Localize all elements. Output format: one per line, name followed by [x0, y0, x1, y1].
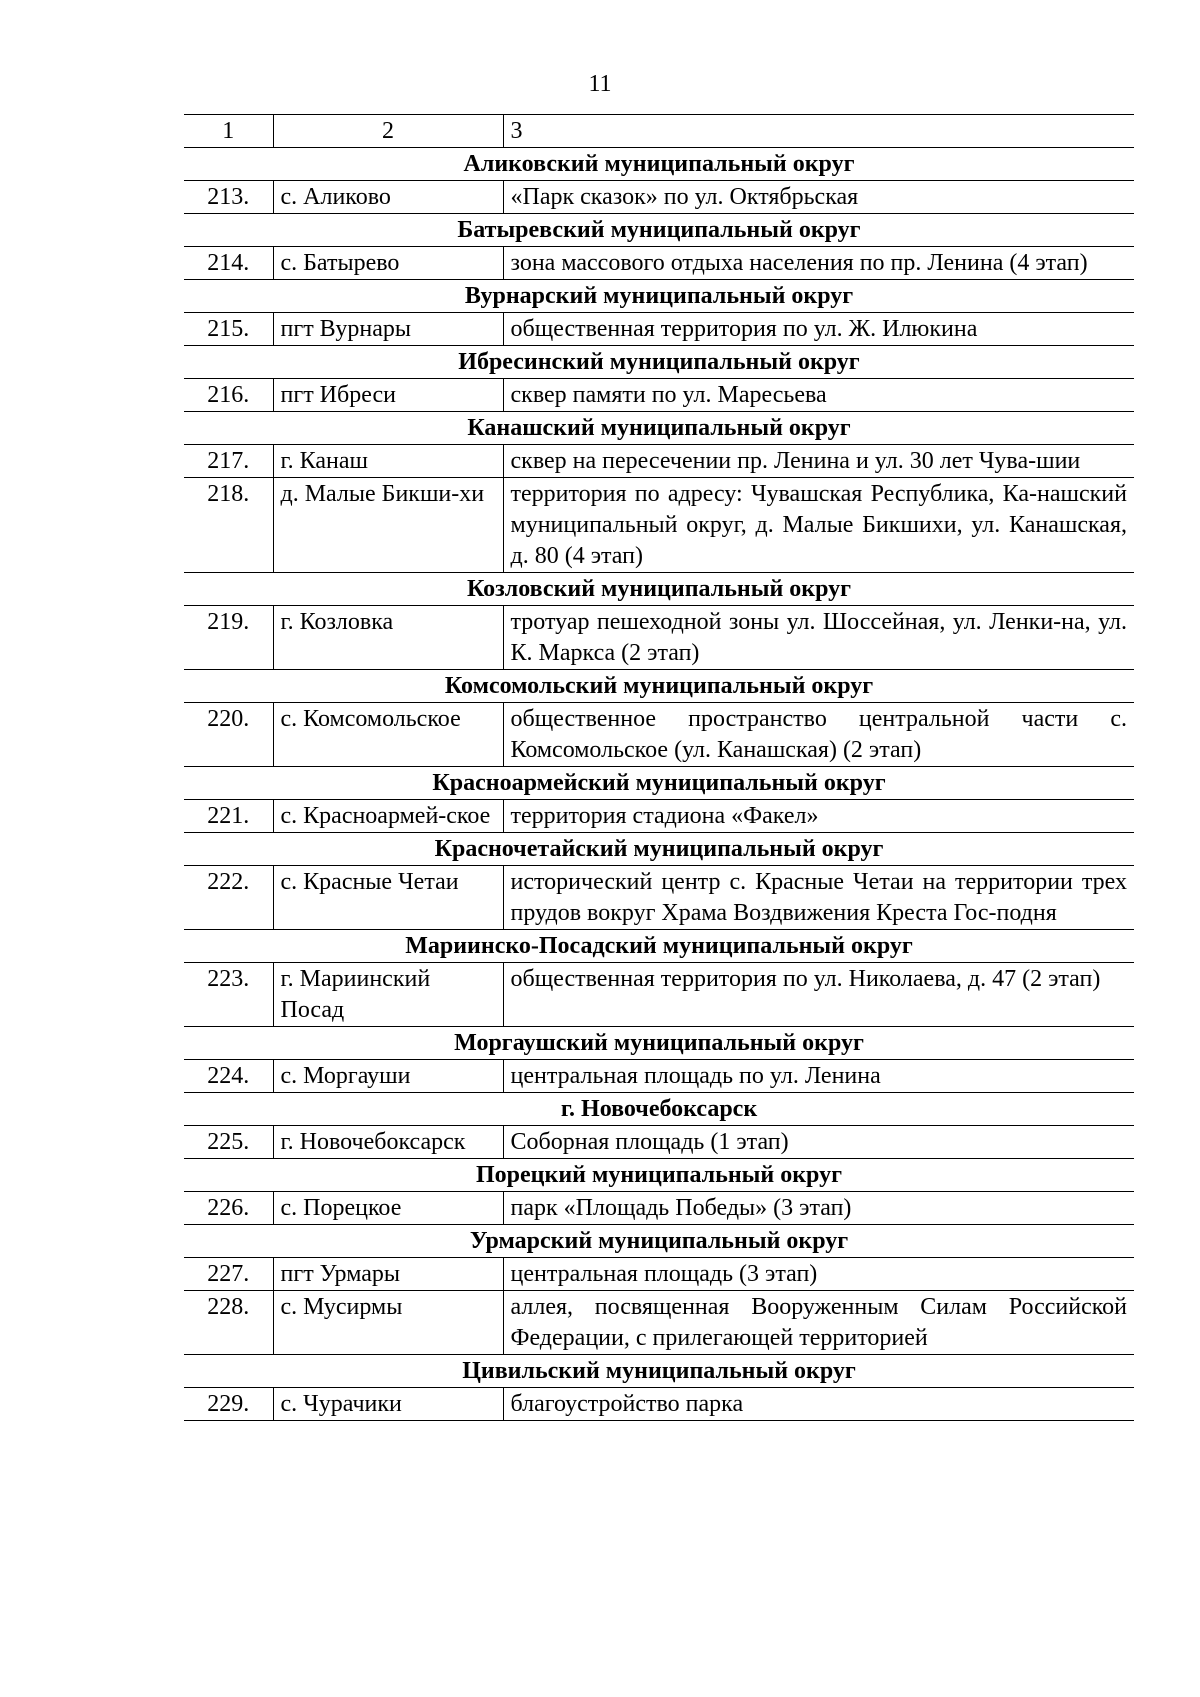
- page-number: 11: [588, 71, 612, 97]
- table-row: [184, 1126, 1134, 1159]
- section-row: [184, 833, 1134, 866]
- section-row: [184, 1093, 1134, 1126]
- section-title: г. Новочебоксарск: [560, 1096, 758, 1122]
- row-number: 229.: [184, 1388, 273, 1421]
- table-body: [184, 115, 1134, 1421]
- row-place: с. Красноармей-ское: [273, 800, 503, 833]
- table-row: [184, 247, 1134, 280]
- column-header-2: 2: [273, 115, 503, 148]
- section-title: Цивильский муниципальный округ: [462, 1358, 856, 1384]
- table-row: [184, 606, 1134, 670]
- row-place: с. Комсомольское: [273, 703, 503, 767]
- table-row: [184, 1060, 1134, 1093]
- row-object: Соборная площадь (1 этап): [510, 1129, 789, 1155]
- row-place: г. Козловка: [273, 606, 503, 670]
- row-object: сквер памяти по ул. Маресьева: [510, 382, 827, 408]
- row-place: с. Батырево: [273, 247, 503, 280]
- section-row: [184, 670, 1134, 703]
- row-place: пгт Вурнары: [273, 313, 503, 346]
- row-place: г. Канаш: [273, 445, 503, 478]
- table-row: [184, 703, 1134, 767]
- row-number: 213.: [184, 181, 273, 214]
- row-number: 222.: [184, 866, 273, 930]
- row-place: с. Аликово: [273, 181, 503, 214]
- section-row: [184, 1027, 1134, 1060]
- row-number: 226.: [184, 1192, 273, 1225]
- row-object: общественная территория по ул. Николаева, д. 47 (2 этап): [510, 966, 1101, 992]
- section-row: [184, 1159, 1134, 1192]
- row-place: с. Мусирмы: [273, 1291, 503, 1355]
- row-number: 223.: [184, 963, 273, 1027]
- section-title: Мариинско-Посадский муниципальный округ: [405, 933, 913, 959]
- row-place: с. Красные Четаи: [273, 866, 503, 930]
- row-number: 221.: [184, 800, 273, 833]
- row-object: территория стадиона «Факел»: [510, 803, 819, 829]
- row-number: 215.: [184, 313, 273, 346]
- section-row: [184, 1225, 1134, 1258]
- section-title: Аликовский муниципальный округ: [463, 151, 855, 177]
- row-object: исторический центр с. Красные Четаи на территории трех прудов вокруг Храма Воздвижения Креста Гос-подня: [510, 869, 1127, 926]
- table-row: [184, 1192, 1134, 1225]
- row-place: с. Порецкое: [273, 1192, 503, 1225]
- row-object: территория по адресу: Чувашская Республика, Ка-нашский муниципальный округ, д. Малые Бикшихи, ул. Канашская, д. 80 (4 этап): [510, 481, 1127, 569]
- section-title: Козловский муниципальный округ: [466, 576, 852, 602]
- row-number: 217.: [184, 445, 273, 478]
- row-number: 227.: [184, 1258, 273, 1291]
- table-row: [184, 800, 1134, 833]
- column-header-1: 1: [184, 115, 273, 148]
- section-row: [184, 280, 1134, 313]
- section-title: Комсомольский муниципальный округ: [444, 673, 874, 699]
- row-object: сквер на пересечении пр. Ленина и ул. 30 лет Чува-шии: [510, 448, 1081, 474]
- section-title: Красночетайский муниципальный округ: [434, 836, 884, 862]
- section-row: [184, 573, 1134, 606]
- row-object: «Парк сказок» по ул. Октябрьская: [510, 184, 859, 210]
- row-object: парк «Площадь Победы» (3 этап): [510, 1195, 852, 1221]
- section-row: [184, 346, 1134, 379]
- table-row: [184, 181, 1134, 214]
- table-row: [184, 478, 1134, 573]
- section-row: [184, 930, 1134, 963]
- section-row: [184, 412, 1134, 445]
- table-row: [184, 866, 1134, 930]
- row-object: тротуар пешеходной зоны ул. Шоссейная, ул. Ленки-на, ул. К. Маркса (2 этап): [510, 609, 1127, 666]
- row-object: благоустройство парка: [510, 1391, 744, 1417]
- row-object: центральная площадь (3 этап): [510, 1261, 818, 1287]
- table-row: [184, 1388, 1134, 1421]
- row-place: с. Чурачики: [273, 1388, 503, 1421]
- table-row: [184, 1291, 1134, 1355]
- section-title: Ибресинский муниципальный округ: [458, 349, 860, 375]
- row-number: 224.: [184, 1060, 273, 1093]
- objects-table: [184, 114, 1134, 1421]
- row-place: пгт Урмары: [273, 1258, 503, 1291]
- row-number: 218.: [184, 478, 273, 573]
- row-object: общественное пространство центральной части с. Комсомольское (ул. Канашская) (2 этап): [510, 706, 1127, 763]
- section-row: [184, 148, 1134, 181]
- row-object: аллея, посвященная Вооруженным Силам Российской Федерации, с прилегающей территорией: [510, 1294, 1127, 1351]
- section-title: Вурнарский муниципальный округ: [464, 283, 854, 309]
- section-title: Красноармейский муниципальный округ: [432, 770, 886, 796]
- row-number: 220.: [184, 703, 273, 767]
- column-header-3: 3: [510, 118, 523, 144]
- row-number: 216.: [184, 379, 273, 412]
- table-row: [184, 1258, 1134, 1291]
- table-row: [184, 445, 1134, 478]
- row-place: д. Малые Бикши-хи: [273, 478, 503, 573]
- row-number: 228.: [184, 1291, 273, 1355]
- row-object: общественная территория по ул. Ж. Илюкина: [510, 316, 978, 342]
- table-row: [184, 379, 1134, 412]
- row-place: с. Моргауши: [273, 1060, 503, 1093]
- row-number: 214.: [184, 247, 273, 280]
- row-place: г. Мариинский Посад: [273, 963, 503, 1027]
- row-place: пгт Ибреси: [273, 379, 503, 412]
- section-title: Моргаушский муниципальный округ: [454, 1030, 864, 1056]
- row-object: зона массового отдыха населения по пр. Ленина (4 этап): [510, 250, 1088, 276]
- table-row: [184, 963, 1134, 1027]
- section-title: Порецкий муниципальный округ: [476, 1162, 842, 1188]
- section-title: Батыревский муниципальный округ: [457, 217, 861, 243]
- row-number: 219.: [184, 606, 273, 670]
- section-row: [184, 1355, 1134, 1388]
- section-row: [184, 767, 1134, 800]
- header-row: [184, 115, 1134, 148]
- section-title: Канашский муниципальный округ: [467, 415, 851, 441]
- row-number: 225.: [184, 1126, 273, 1159]
- section-row: [184, 214, 1134, 247]
- row-object: центральная площадь по ул. Ленина: [510, 1063, 881, 1089]
- section-title: Урмарский муниципальный округ: [469, 1228, 849, 1254]
- row-place: г. Новочебоксарск: [273, 1126, 503, 1159]
- table-row: [184, 313, 1134, 346]
